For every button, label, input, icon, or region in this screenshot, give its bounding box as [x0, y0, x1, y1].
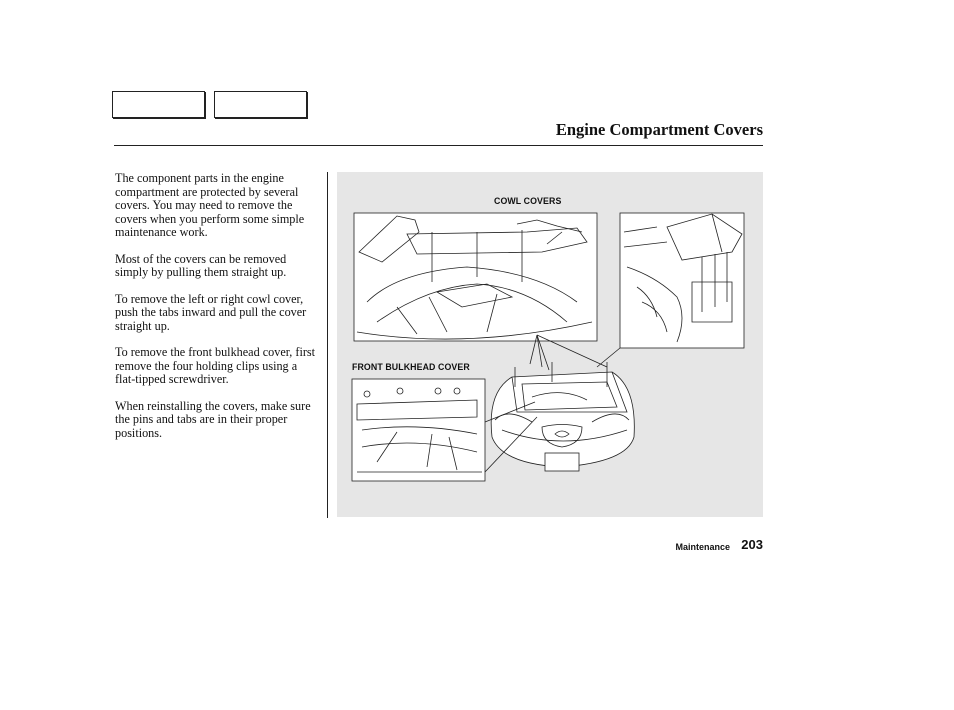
paragraph-cowl: To remove the left or right cowl cover, push the tabs inward and pull the cover straight up. — [115, 291, 307, 333]
body-text — [115, 172, 320, 453]
section-label: Maintenance — [675, 542, 730, 552]
paragraph-pull-up: Most of the covers can be removed simply by pulling them straight up. — [115, 251, 287, 279]
paragraph-intro: The component parts in the engine compartment are protected by several covers. You may need to remove the covers when you perform some simple maintenance work. — [115, 171, 305, 239]
paragraph-bulkhead: To remove the front bulkhead cover, first remove the four holding clips using a flat-tipped screwdriver. — [115, 345, 316, 386]
title-divider — [114, 145, 763, 146]
page-number: 203 — [741, 537, 763, 552]
paragraph-reinstall: When reinstalling the covers, make sure the pins and tabs are in their proper positions. — [115, 398, 311, 440]
right-cowl-inset — [620, 213, 744, 348]
section-tab-1[interactable] — [112, 91, 205, 118]
section-tab-2[interactable] — [214, 91, 307, 118]
front-bulkhead-inset — [352, 379, 485, 481]
engine-covers-illustration — [337, 172, 763, 517]
illustration-drawing — [337, 172, 763, 517]
column-divider — [327, 172, 328, 518]
cowl-covers-inset — [354, 213, 597, 341]
cowl-covers-callout: COWL COVERS — [494, 196, 562, 206]
page-title: Engine Compartment Covers — [555, 120, 763, 139]
front-bulkhead-cover-callout: FRONT BULKHEAD COVER — [352, 362, 470, 372]
